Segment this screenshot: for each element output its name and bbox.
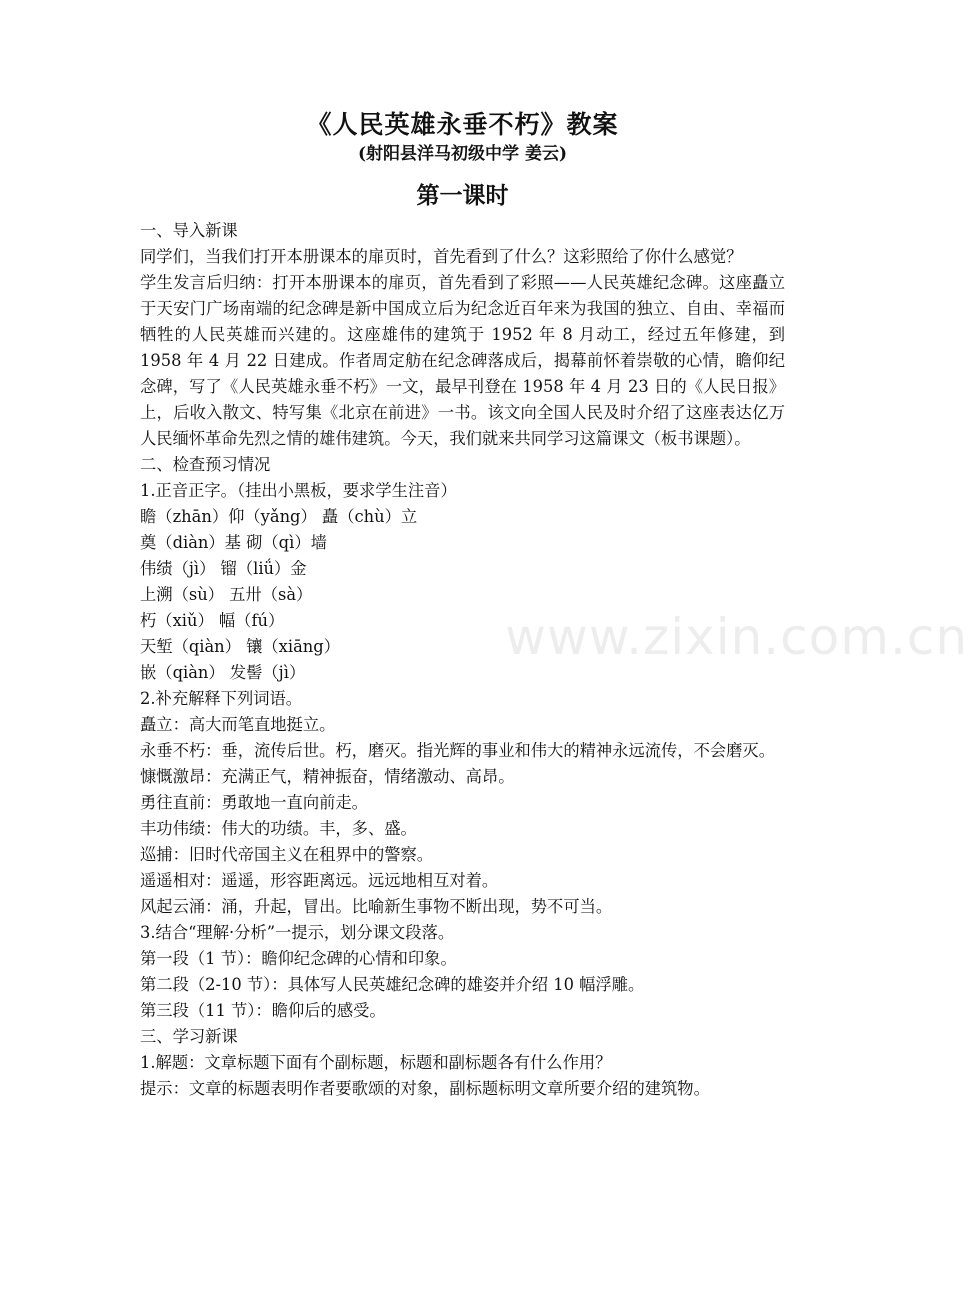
- paragraph: 3.结合“理解·分析”一提示，划分课文段落。: [140, 923, 455, 942]
- document-title: 《人民英雄永垂不朽》教案: [306, 110, 619, 139]
- document-subtitle: (射阳县洋马初级中学 姜云): [357, 144, 567, 164]
- paragraph: 天堑（qiàn） 镶（xiāng）: [140, 637, 340, 656]
- lesson-heading: 第一课时: [416, 182, 509, 209]
- paragraph: 同学们，当我们打开本册课本的扉页时，首先看到了什么？这彩照给了你什么感觉？: [140, 247, 743, 266]
- paragraph: 慷慨激昂：充满正气，精神振奋，情绪激动、高昂。: [140, 767, 515, 786]
- paragraph: 勇往直前：勇敢地一直向前走。: [140, 793, 368, 812]
- paragraph: 上溯（sù） 五卅（sà）: [140, 585, 313, 604]
- paragraph: 第三段（11 节）：瞻仰后的感受。: [140, 1001, 386, 1020]
- document-body: [140, 218, 785, 1102]
- paragraph: 二、检查预习情况: [140, 455, 271, 474]
- paragraph: 一、导入新课: [140, 221, 238, 240]
- paragraph: 提示：文章的标题表明作者要歌颂的对象，副标题标明文章所要介绍的建筑物。: [140, 1079, 710, 1098]
- paragraph: 第二段（2-10 节）：具体写人民英雄纪念碑的雄姿并介绍 10 幅浮雕。: [140, 975, 645, 994]
- watermark: www.zixin.com.cn: [505, 608, 968, 666]
- paragraph: 矗立：高大而笔直地挺立。: [140, 715, 336, 734]
- document-page: [140, 108, 785, 1102]
- paragraph: 1.解题：文章标题下面有个副标题，标题和副标题各有什么作用？: [140, 1053, 612, 1072]
- paragraph: 丰功伟绩：伟大的功绩。丰，多、盛。: [140, 819, 417, 838]
- paragraph: 巡捕：旧时代帝国主义在租界中的警察。: [140, 845, 434, 864]
- paragraph: 第一段（1 节）：瞻仰纪念碑的心情和印象。: [140, 949, 457, 968]
- paragraph: 朽（xiǔ） 幅（fú）: [140, 611, 285, 630]
- paragraph: 永垂不朽：垂，流传后世。朽，磨灭。指光辉的事业和伟大的精神永远流传，不会磨灭。: [140, 741, 775, 760]
- paragraph: 遥遥相对：遥遥，形容距离远。远远地相互对着。: [140, 871, 499, 890]
- paragraph: 2.补充解释下列词语。: [140, 689, 303, 708]
- paragraph: 瞻（zhān）仰（yǎng） 矗（chù）立: [140, 507, 418, 526]
- paragraph: 伟绩（jì） 镏（liǘ）金: [140, 559, 307, 578]
- paragraph: 三、学习新课: [140, 1027, 238, 1046]
- paragraph: 奠（diàn）基 砌（qì）墙: [140, 533, 327, 552]
- paragraph: 嵌（qiàn） 发髻（jì）: [140, 663, 306, 682]
- paragraph: 1.正音正字。（挂出小黑板，要求学生注音）: [140, 481, 457, 500]
- paragraph: 学生发言后归纳：打开本册课本的扉页，首先看到了彩照——人民英雄纪念碑。这座矗立于天安门广场南端的纪念碑是新中国成立后为纪念近百年来为我国的独立、自由、幸福而牺牲的人民英雄而兴建的。这座雄伟的建筑于 1952 年 8 月动工，经过五年修建，到 1958 年 4 月 22 日建成。作者周定舫在纪念碑落成后，揭幕前怀着崇敬的心情，瞻仰纪念碑，写了《人民英雄永垂不朽》一文，最早刊登在 1958 年 4 月 23 日的《人民日报》上，后收入散文、特写集《北京在前进》一书。该文向全国人民及时介绍了这座表达亿万人民缅怀革命先烈之情的雄伟建筑。今天，我们就来共同学习这篇课文（板书课题）。: [140, 273, 785, 448]
- paragraph: 风起云涌：涌，升起，冒出。比喻新生事物不断出现，势不可当。: [140, 897, 613, 916]
